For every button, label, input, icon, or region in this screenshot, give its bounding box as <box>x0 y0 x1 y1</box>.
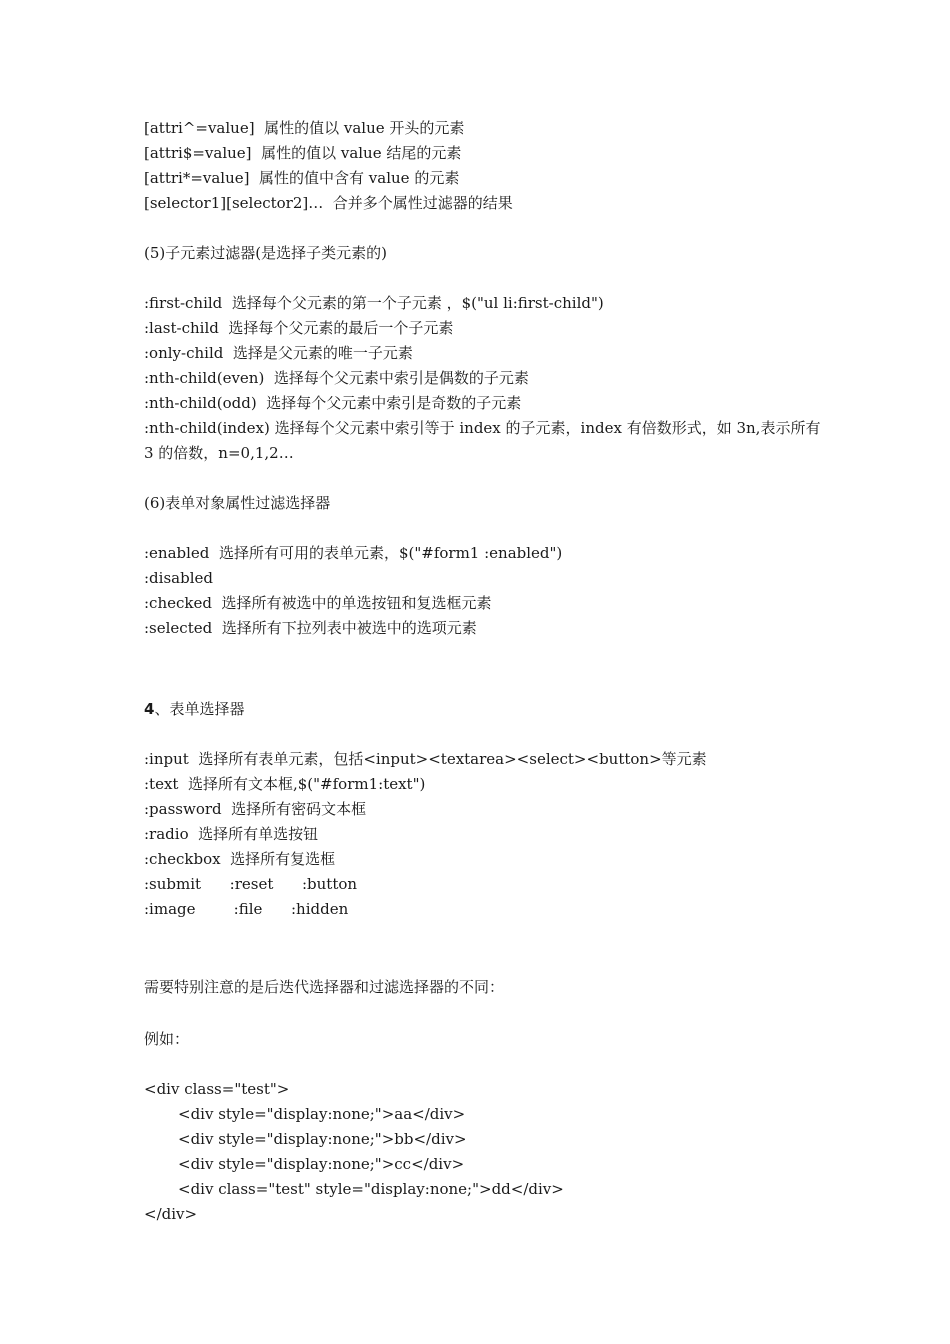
attr-line: [attri^=value] 属性的值以 value 开头的元素 <box>144 119 465 137</box>
child-filter-line: :only-child 选择是父元素的唯一子元素 <box>144 344 413 362</box>
spacer <box>144 666 824 691</box>
child-filter-line: :last-child 选择每个父元素的最后一个子元素 <box>144 319 454 337</box>
spacer <box>144 641 824 666</box>
child-filter-line: :nth-child(index) 选择每个父元素中索引等于 index 的子元素，index 有倍数形式，如 3n,表示所有 3 的倍数，n=0,1,2… <box>144 419 821 462</box>
child-filter-line: :nth-child(even) 选择每个父元素中索引是偶数的子元素 <box>144 369 529 387</box>
spacer <box>144 516 824 541</box>
form-selector-line: :checkbox 选择所有复选框 <box>144 850 336 868</box>
form-attr-line: :checked 选择所有被选中的单选按钮和复选框元素 <box>144 594 492 612</box>
example-label: 例如： <box>144 1030 190 1048</box>
form-selector-line: :radio 选择所有单选按钮 <box>144 825 319 843</box>
section-number: 4 <box>144 700 155 718</box>
form-selector-line: :input 选择所有表单元素，包括<input><textarea><select><button>等元素 <box>144 750 707 768</box>
section-title: 、表单选择器 <box>154 700 245 718</box>
code-line: <div style="display:none;">cc</div> <box>178 1155 465 1173</box>
spacer <box>144 722 824 747</box>
spacer <box>144 922 824 947</box>
form-selector-line: :image :file :hidden <box>144 900 349 918</box>
spacer <box>144 947 824 972</box>
child-filter-line: :first-child 选择每个父元素的第一个子元素 ，$("ul li:first-child") <box>144 294 604 312</box>
spacer <box>144 1000 824 1025</box>
attr-line: [attri*=value] 属性的值中含有 value 的元素 <box>144 169 460 187</box>
child-filter-line: :nth-child(odd) 选择每个父元素中索引是奇数的子元素 <box>144 394 522 412</box>
form-attr-line: :disabled <box>144 569 213 587</box>
spacer <box>144 266 824 291</box>
spacer <box>144 1052 824 1077</box>
code-line: </div> <box>144 1205 198 1223</box>
form-selector-line: :submit :reset :button <box>144 875 358 893</box>
attr-line: [selector1][selector2]… 合并多个属性过滤器的结果 <box>144 194 513 212</box>
form-selector-line: :password 选择所有密码文本框 <box>144 800 367 818</box>
code-line: <div class="test"> <box>144 1080 290 1098</box>
attr-line: [attri$=value] 属性的值以 value 结尾的元素 <box>144 144 462 162</box>
child-filter-heading: (5)子元素过滤器(是选择子类元素的) <box>144 244 387 262</box>
code-line: <div style="display:none;">aa</div> <box>178 1105 466 1123</box>
note-text: 需要特别注意的是后迭代选择器和过滤选择器的不同： <box>144 978 505 996</box>
spacer <box>144 216 824 241</box>
form-attr-line: :enabled 选择所有可用的表单元素，$("#form1 :enabled") <box>144 544 563 562</box>
document-body <box>144 116 824 1227</box>
form-attr-line: :selected 选择所有下拉列表中被选中的选项元素 <box>144 619 477 637</box>
spacer <box>144 466 824 491</box>
form-selector-line: :text 选择所有文本框,$("#form1:text") <box>144 775 426 793</box>
code-line: <div style="display:none;">bb</div> <box>178 1130 467 1148</box>
form-attr-filter-heading: (6)表单对象属性过滤选择器 <box>144 494 331 512</box>
code-line: <div class="test" style="display:none;">dd</div> <box>178 1180 564 1198</box>
section-heading <box>144 697 824 722</box>
